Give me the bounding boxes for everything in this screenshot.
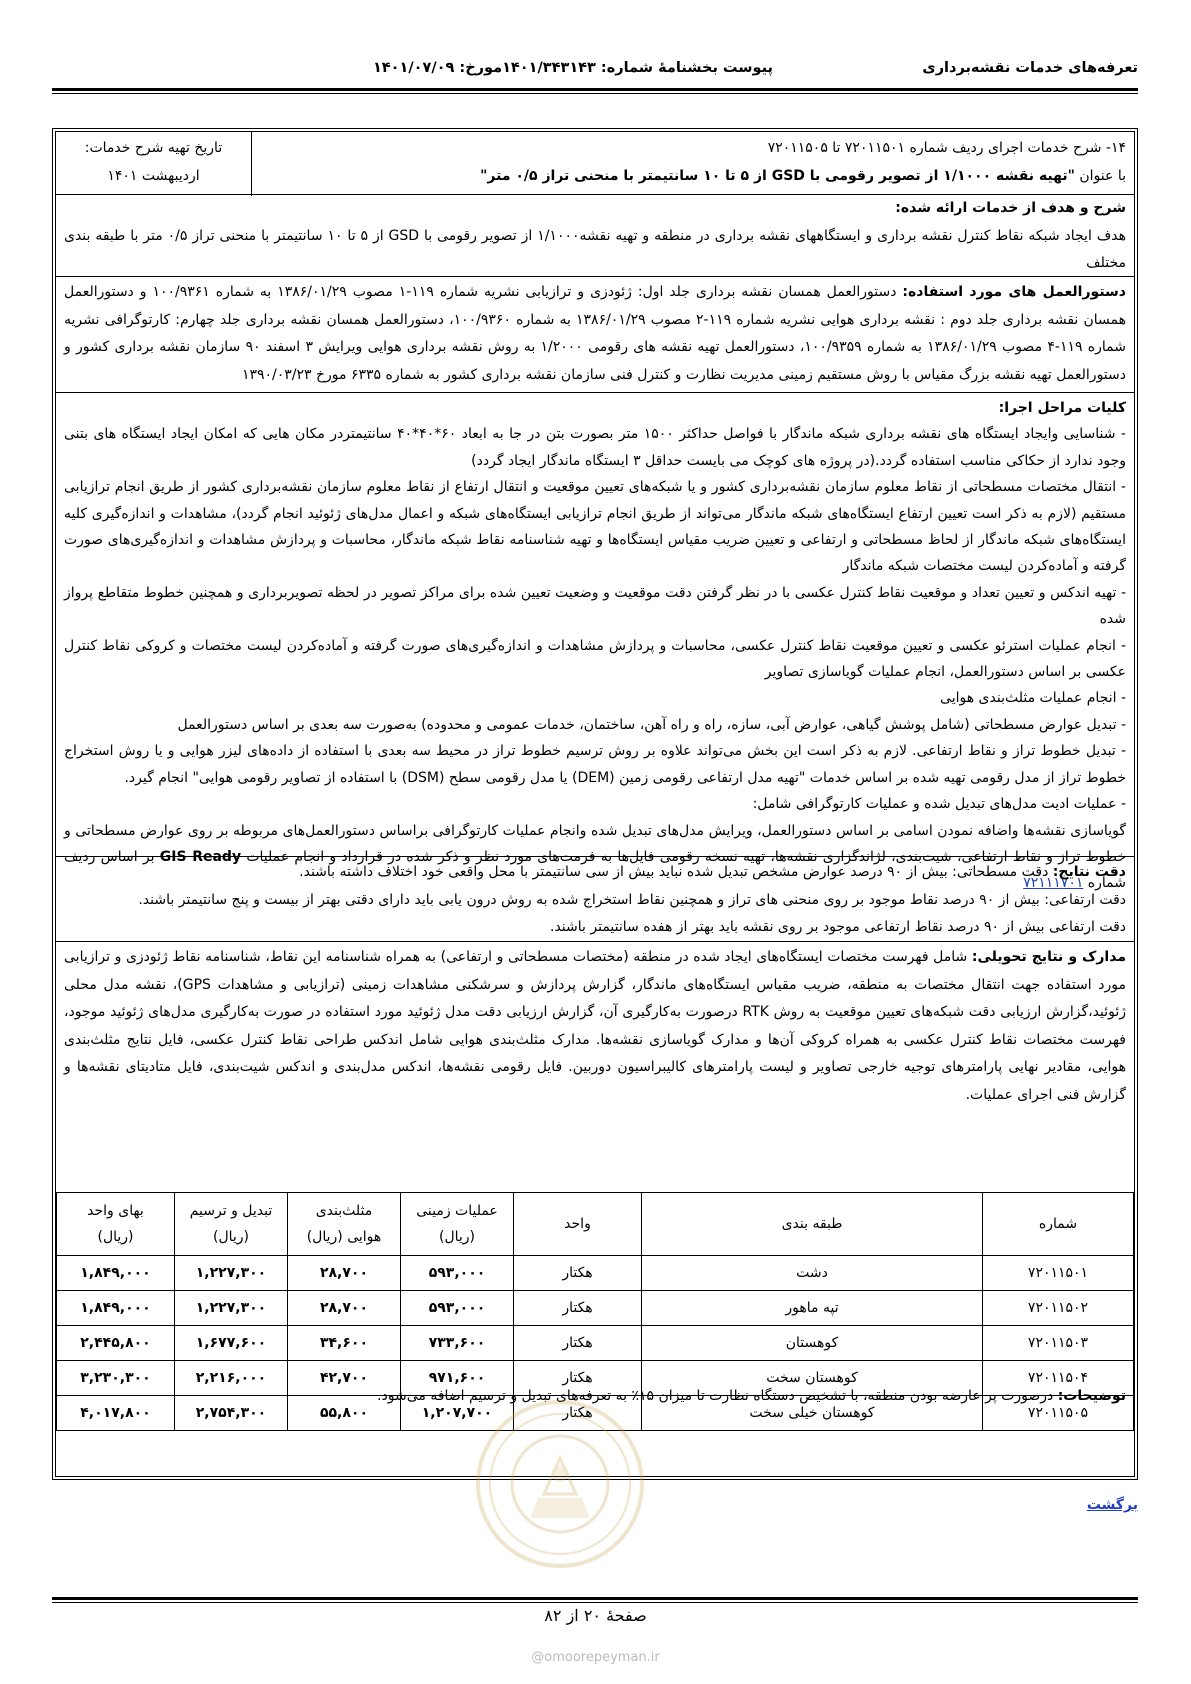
step-item-4: - انجام عملیات استرئو عکسی و تعیین موقعیت نقاط کنترل عکسی، محاسبات و پردازش مشاهدات و اندازه‌گیری‌های صورت گرفته و آماده‌کردن لیست مختصات و کروکی نقاط کنترل عکسی بر اساس دستورالعمل، انجام عملیات گویاسازی تصاویر <box>64 637 1126 681</box>
cell-unit: هکتار <box>514 1361 642 1396</box>
step-item-3: - تهیه اندکس و تعیین تعداد و موقعیت نقاط کنترل عکسی با در نظر گرفتن دقت موقعیت و وضعیت تعیین شده برای مراکز تصویر در لحظه تصویربرداری و همچنین خطوط متقاطع پرواز شده <box>64 584 1126 628</box>
page-header <box>52 54 1138 84</box>
cell-convert: ۲,۲۱۶,۰۰۰ <box>175 1361 288 1396</box>
cell-aerial: ۴۲,۷۰۰ <box>288 1361 401 1396</box>
header-attachment: پیوست بخشنامهٔ شماره: ۱۴۰۱/۳۴۳۱۴۳مورخ: ۱۴۰۱/۰۷/۰۹ <box>372 60 773 76</box>
service-subject-title: "تهیه نقشه ۱/۱۰۰۰ از تصویر رقومی با GSD از ۵ تا ۱۰ سانتیمتر با منحنی تراز ۰/۵ متر" <box>480 168 1075 184</box>
service-subject <box>261 162 1126 190</box>
cell-price: ۳,۲۳۰,۳۰۰ <box>57 1361 175 1396</box>
instructions-text: دستورالعمل همسان نقشه برداری جلد اول: ژئودزی و ترازیابی نشریه شماره ۱۱۹-۱ مصوب ۱۳۸۶/۰۱/۲۹ به شماره ۱۰۰/۹۳۶۱ و دستورالعمل همسان نقشه برداری جلد دوم : نقشه برداری هوایی نشریه شماره ۱۱۹-۲ مصوب ۱۳۸۶/۰۱/۲۹ به شماره ۱۰۰/۹۳۶۰، دستورالعمل همسان نقشه برداری جلد چهارم: کارتوگرافی نشریه شماره ۱۱۹-۴ مصوب ۱۳۸۶/۰۱/۲۹ به شماره ۱۰۰/۹۳۵۹، دستورالعمل تهیه نقشه های رقومی ۱/۲۰۰۰ به روش نقشه برداری هوایی ویرایش ۳ اسفند ۹۰ سازمان نقشه برداری کشور و دستورالعمل تهیه نقشه بزرگ مقیاس با روش مستقیم زمینی مدیریت نظارت و کنترل فنی سازمان نقشه برداری کشور به شماره ۶۳۳۵ مورخ ۱۳۹۰/۰۳/۲۳ <box>64 284 1126 383</box>
cell-convert: ۱,۶۷۷,۶۰۰ <box>175 1326 288 1361</box>
table-row <box>57 1256 1134 1291</box>
content-frame-inner <box>55 131 1135 1477</box>
cell-class: تپه ماهور <box>642 1291 983 1326</box>
cell-class: کوهستان سخت <box>642 1361 983 1396</box>
cell-price: ۱,۸۴۹,۰۰۰ <box>57 1291 175 1326</box>
cell-aerial: ۵۵,۸۰۰ <box>288 1396 401 1431</box>
notes-text: درصورت پر عارضه بودن منطقه، با تشخیص دستگاه نظارت تا میزان ۱۵٪ به تعرفه‌های تبدیل و ترسیم اضافه می‌شود. <box>377 1388 1058 1404</box>
col-aerial <box>288 1193 401 1256</box>
service-title-row <box>56 132 1134 195</box>
cell-code: ۷۲۰۱۱۵۰۱ <box>983 1256 1134 1291</box>
watermark-seal-icon <box>474 1398 646 1570</box>
cell-ground: ۱,۲۰۷,۷۰۰ <box>401 1396 514 1431</box>
cell-ground: ۹۷۱,۶۰۰ <box>401 1361 514 1396</box>
goal-heading: شرح و هدف از خدمات ارائه شده: <box>895 200 1126 216</box>
cell-convert: ۱,۲۲۷,۳۰۰ <box>175 1256 288 1291</box>
accuracy-height-contours: دقت ارتفاعی: بیش از ۹۰ درصد نقاط موجود بر روی منحنی های تراز و همچنین نقاط استخراج شده به روش درون یابی باید دارای دقتی بهتر از بیست و پنج سانتیمتر باشند. <box>138 891 1126 908</box>
cell-aerial: ۲۸,۷۰۰ <box>288 1256 401 1291</box>
table-header-row <box>57 1193 1134 1256</box>
cell-ground: ۵۹۳,۰۰۰ <box>401 1291 514 1326</box>
steps-heading: کلیات مراحل اجرا: <box>998 400 1126 416</box>
website-watermark: @omoorepeyman.ir <box>531 1650 660 1665</box>
cell-price: ۱,۸۴۹,۰۰۰ <box>57 1256 175 1291</box>
cell-ground: ۷۳۳,۶۰۰ <box>401 1326 514 1361</box>
col-price-rial: (ریال) <box>97 1229 134 1245</box>
cell-code: ۷۲۰۱۱۵۰۲ <box>983 1291 1134 1326</box>
header-rule-thin <box>52 93 1138 94</box>
col-convert <box>175 1193 288 1256</box>
table-row <box>57 1326 1134 1361</box>
col-convert-rial: (ریال) <box>212 1229 250 1245</box>
cell-code: ۷۲۰۱۱۵۰۴ <box>983 1361 1134 1396</box>
col-price-label: بهای واحد <box>87 1203 144 1219</box>
cell-price: ۲,۴۴۵,۸۰۰ <box>57 1326 175 1361</box>
col-aerial-label: مثلث‌بندی <box>315 1203 373 1219</box>
header-rule-thick <box>52 88 1138 91</box>
cell-code: ۷۲۰۱۱۵۰۵ <box>983 1396 1134 1431</box>
footer-rule-thick <box>52 1597 1138 1600</box>
instructions-section <box>56 277 1134 393</box>
deliverables-section <box>56 942 1134 1192</box>
step-item-9-suffix: بر اساس ردیف شماره <box>64 848 1126 892</box>
cell-convert: ۲,۷۵۴,۳۰۰ <box>175 1396 288 1431</box>
row-reference-link[interactable]: ۷۲۱۱۱۷۰۱ <box>1023 875 1084 892</box>
notes-heading: توضیحات: <box>1057 1388 1126 1404</box>
page-number: صفحهٔ ۲۰ از ۸۲ <box>544 1606 647 1625</box>
service-range: ۱۴- شرح خدمات اجرای ردیف شماره ۷۲۰۱۱۵۰۱ تا ۷۲۰۱۱۵۰۵ <box>767 140 1126 156</box>
deliverables-text: شامل فهرست مختصات ایستگاه‌های ایجاد شده در منطقه (مختصات مسطحاتی و ارتفاعی) به همراه شناسنامه این نقاط، شناسنامه نقاط ژئودزی و ترازیابی مورد استفاده جهت انتقال مختصات به منطقه، ضریب مقیاس ایستگاه‌های ماندگار، گزارش پردازش و سرشکنی مشاهدات زمینی (ترازیابی و مشاهدات GPS)، نقشه مدل محلی ژئوئید،گزارش ارزیابی دقت شبکه‌های تعیین موقعیت به روش RTK درصورت به‌کارگیری آن، گزارش ارزیابی دقت مدل ژئوئید مورد استفاده در صورت به‌کارگیری مدل‌های ژئوئید موجود، فهرست مختصات نقاط کنترل عکسی به همراه کروکی آن‌ها و مدارک گویاسازی نقشه‌ها. مدارک مثلث‌بندی هوایی شامل اندکس طراحی نقاط کنترل عکسی، فایل نتایج مثلث‌بندی هوایی، مقادیر نهایی پارامترهای توجیه خارجی تصاویر و لیست پارامترهای کالیبراسیون دوربین. فایل رقومی نقشه‌ها، اندکس مدل‌بندی و اندکس شیت‌بندی، فایل متادیتای نقشه‌ها و گزارش فنی اجرای عملیات. <box>64 949 1126 1103</box>
step-item-6: - تبدیل عوارض مسطحاتی (شامل پوشش گیاهی، عوارض آبی، سازه، راه و راه آهن، ساختمان، خدمات عمومی و محدوده) به‌صورت سه بعدی بر اساس دستورالعمل <box>177 716 1126 733</box>
col-code: شماره <box>983 1193 1134 1256</box>
service-date-box <box>56 132 252 196</box>
goal-text: هدف ایجاد شبکه نقاط کنترل نقشه برداری و ایستگاههای نقشه برداری در منطقه و تهیه نقشه۱/۱۰۰۰ از تصویر رقومی با GSD از ۵ تا ۱۰ سانتیمتر با منحنی تراز ۰/۵ متر با طبقه بندی مختلف <box>64 227 1126 272</box>
cell-ground: ۵۹۳,۰۰۰ <box>401 1256 514 1291</box>
cell-price: ۴,۰۱۷,۸۰۰ <box>57 1396 175 1431</box>
col-aerial-label2: هوایی (ریال) <box>306 1229 382 1245</box>
col-ground-label: عملیات زمینی <box>416 1203 498 1219</box>
deliverables-heading: مدارک و نتایج تحویلی: <box>971 949 1126 965</box>
col-convert-label: تبدیل و ترسیم <box>189 1203 273 1219</box>
cell-unit: هکتار <box>514 1256 642 1291</box>
footer-rule-thin <box>52 1602 1138 1603</box>
step-item-5: - انجام عملیات مثلث‌بندی هوایی <box>940 690 1126 707</box>
cell-aerial: ۳۴,۶۰۰ <box>288 1326 401 1361</box>
back-link[interactable]: برگشت <box>1086 1497 1138 1513</box>
col-ground-rial: (ریال) <box>438 1229 476 1245</box>
step-item-8: - عملیات ادیت مدل‌های تبدیل شده و عملیات کارتوگرافی شامل: <box>752 796 1126 813</box>
col-price <box>57 1193 175 1256</box>
accuracy-height-points: دقت ارتفاعی بیش از ۹۰ درصد نقاط ارتفاعی موجود بر روی نقشه باید بهتر از هفده سانتیمتر باشند. <box>550 919 1126 936</box>
cell-class: کوهستان <box>642 1326 983 1361</box>
service-date-value: اردیبهشت ۱۴۰۱ <box>107 168 200 184</box>
content-frame <box>52 128 1138 1480</box>
instructions-heading: دستورالعمل های مورد استفاده: <box>902 284 1126 300</box>
cell-aerial: ۲۸,۷۰۰ <box>288 1291 401 1326</box>
col-unit: واحد <box>514 1193 642 1256</box>
step-item-2: - انتقال مختصات مسطحاتی از نقاط معلوم سازمان نقشه‌برداری کشور و یا شبکه‌های تعیین موقعیت و انتقال ارتفاع از نقاط معلوم سازمان نقشه‌برداری کشور از طریق انجام ترازیابی مستقیم (لازم به ذکر است تعیین ارتفاع ایستگاه‌های شبکه ماندگار می‌تواند از طریق انجام ترازیابی ایستگاه‌های شبکه و اعمال مدل‌های ژئوئید انجام گردد)، مشاهدات و اندازه‌گیری کلیه ایستگاه‌های شبکه ماندگار از لحاظ مسطحاتی و ارتفاعی و تعیین ضریب مقیاس ایستگاه‌ها و تهیه شناسنامه نقاط شبکه ماندگار، محاسبات و پردازش مشاهدات و اندازه‌گیری‌های صورت گرفته و آماده‌کردن لیست مختصات شبکه ماندگار <box>64 479 1126 575</box>
table-row <box>57 1291 1134 1326</box>
service-title <box>261 134 1126 190</box>
col-class: طبقه بندی <box>642 1193 983 1256</box>
col-ground <box>401 1193 514 1256</box>
accuracy-section <box>56 857 1134 942</box>
gis-ready-term: GIS Ready <box>159 848 242 865</box>
step-item-9-text: گویاسازی نقشه‌ها واضافه نمودن اسامی بر اساس دستورالعمل، ویرایش مدل‌های تبدیل شده وانجام عملیات کارتوگرافی براساس دستورالعمل‌های مربوطه بر روی عوارض مسطحاتی و خطوط تراز و نقاط ارتفاعی، شیت‌بندی، لژاندگزاری نقشه‌ها، تهیه نسخه رقومی فایل‌ها به فرمت‌های مورد نظر و ذکر شده در قرارداد و انجام عملیات <box>64 822 1127 865</box>
step-item-1: - شناسایی وایجاد ایستگاه های نقشه برداری شبکه ماندگار با فواصل حداکثر ۱۵۰۰ متر بصورت بتن در جا به ابعاد ۶۰*۴۰*۴۰ سانتیمتردر مکان هایی که امکان ایجاد ایستگاه های بتنی وجود ندارد از حکاکی مناسب استفاده گردد.(در پروژه های کوچک می بایست حداقل ۳ ایستگاه ماندگار ایجاد گردد) <box>64 426 1126 469</box>
cell-unit: هکتار <box>514 1291 642 1326</box>
header-title: تعرفه‌های خدمات نقشه‌برداری <box>922 60 1138 76</box>
service-subject-prefix: با عنوان <box>1074 168 1126 184</box>
accuracy-planimetric: دقت مسطحاتی: بیش از ۹۰ درصد عوارض مشخص تبدیل شده نباید بیش از سی سانتیمتر با محل واقعی خود اختلاف داشته باشند. <box>299 864 1053 880</box>
goal-section <box>56 194 1134 277</box>
cell-code: ۷۲۰۱۱۵۰۳ <box>983 1326 1134 1361</box>
cell-unit: هکتار <box>514 1396 642 1431</box>
cell-convert: ۱,۲۲۷,۳۰۰ <box>175 1291 288 1326</box>
step-item-7: - تبدیل خطوط تراز و نقاط ارتفاعی. لازم به ذکر است این بخش می‌تواند علاوه بر روش ترسیم خطوط تراز در محیط سه بعدی با استفاده از داده‌های لیزر هوایی و یا روش استخراج خطوط تراز از مدل رقومی تهیه شده بر اساس خدمات "تهیه مدل ارتفاعی رقومی زمین (DEM) یا مدل رقومی سطح (DSM) با استفاده از تصاویر رقومی هوایی" انجام گیرد. <box>64 743 1126 786</box>
cell-class: دشت <box>642 1256 983 1291</box>
service-date-label: تاریخ تهیه شرح خدمات: <box>84 140 223 156</box>
cell-class: کوهستان خیلی سخت <box>642 1396 983 1431</box>
cell-unit: هکتار <box>514 1326 642 1361</box>
accuracy-heading: دقت نتایج: <box>1052 864 1126 880</box>
